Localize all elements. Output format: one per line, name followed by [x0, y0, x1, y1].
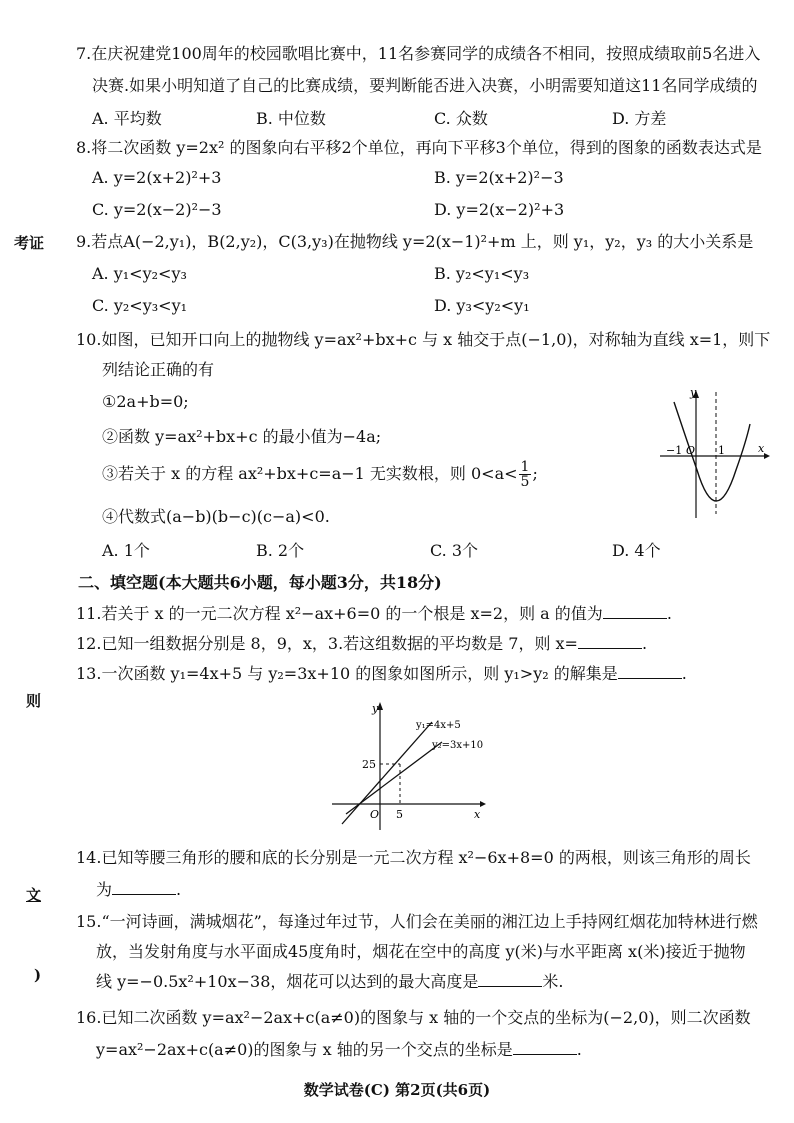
q10-statement-3-end: ;	[532, 464, 538, 483]
q9-option-d: D. y₃<y₂<y₁	[434, 296, 530, 315]
q8-option-a: A. y=2(x+2)²+3	[92, 168, 222, 187]
x-axis-arrow	[480, 801, 486, 807]
answer-blank-12[interactable]	[578, 634, 642, 649]
answer-blank-13[interactable]	[618, 664, 682, 679]
graph-label-25: 25	[362, 758, 376, 771]
question-13	[76, 660, 776, 688]
graph-label-neg1: −1	[666, 444, 683, 457]
graph-label-one: 1	[718, 444, 725, 457]
page-footer: 数学试卷(C) 第2页(共6页)	[303, 1081, 491, 1099]
q10-option-c: C. 3个	[430, 541, 479, 560]
q9-option-c: C. y₂<y₃<y₁	[92, 296, 188, 315]
q7-option-d: D. 方差	[612, 109, 667, 128]
q8-option-b: B. y=2(x+2)²−3	[434, 168, 564, 187]
q9-option-b: B. y₂<y₁<y₃	[434, 264, 530, 283]
answer-blank-16[interactable]	[513, 1040, 577, 1055]
q10-statement-3	[102, 460, 538, 489]
q7-option-b: B. 中位数	[256, 109, 326, 128]
graph-label-y: y	[372, 702, 379, 715]
q10-option-a: A. 1个	[102, 541, 150, 560]
question-16-text: y=ax²−2ax+c(a≠0)的图象与 x 轴的另一个交点的坐标是	[96, 1040, 513, 1059]
question-11	[76, 600, 776, 628]
question-16-line1: 16.已知二次函数 y=ax²−2ax+c(a≠0)的图象与 x 轴的一个交点的坐标为(−2,0)，则二次函数	[76, 1008, 751, 1027]
question-12-end: .	[641, 634, 648, 653]
question-15-line1: 15.“一河诗画，满城烟花”，每逢过年过节，人们会在美丽的湘江边上手持网红烟花加特林进行燃	[76, 912, 758, 931]
q10-statement-2: ②函数 y=ax²+bx+c 的最小值为−4a;	[102, 427, 382, 446]
x-axis-arrow	[764, 453, 770, 459]
q10-parabola-figure	[660, 384, 770, 518]
margin-note-ze: 则	[26, 692, 42, 710]
fraction-one-fifth	[519, 460, 532, 489]
question-10-line1: 10.如图，已知开口向上的抛物线 y=ax²+bx+c 与 x 轴交于点(−1,0)，对称轴为直线 x=1，则下	[76, 330, 771, 349]
q9-option-a: A. y₁<y₂<y₃	[92, 264, 187, 283]
question-11-text: 11.若关于 x 的一元二次方程 x²−ax+6=0 的一个根是 x=2，则 a 的值为	[76, 604, 603, 623]
line-y1	[342, 722, 432, 824]
graph-label-x: x	[474, 808, 481, 821]
question-7-line1: 7.在庆祝建党100周年的校园歌唱比赛中，11名参赛同学的成绩各不相同，按照成绩取前5名进入	[76, 44, 761, 63]
question-15-line2: 放，当发射角度与水平面成45度角时，烟花在空中的高度 y(米)与水平距离 x(米)接近于抛物	[96, 942, 746, 961]
q13-linear-functions-figure	[332, 696, 492, 832]
fraction-numerator: 1	[520, 459, 530, 475]
graph-label-y: y	[690, 386, 697, 399]
question-11-end: .	[666, 604, 672, 623]
graph-label-origin: O	[370, 808, 380, 821]
graph-label-origin: O	[686, 444, 696, 457]
answer-blank-14[interactable]	[112, 880, 176, 895]
question-14-line2	[96, 876, 794, 904]
question-14-prefix: 为	[96, 880, 113, 899]
question-10-line2: 列结论正确的有	[102, 360, 215, 379]
question-13-end: .	[681, 664, 687, 683]
graph-label-y1: y₁=4x+5	[416, 720, 461, 731]
q7-option-c: C. 众数	[434, 109, 488, 128]
section-2-heading: 二、填空题(本大题共6小题，每小题3分，共18分)	[78, 573, 442, 592]
margin-note-paren: )	[34, 966, 42, 984]
answer-blank-11[interactable]	[603, 604, 667, 619]
graph-label-x: x	[758, 442, 765, 455]
q10-statement-4: ④代数式(a−b)(b−c)(c−a)<0.	[102, 507, 330, 526]
q10-option-b: B. 2个	[256, 541, 305, 560]
q10-option-d: D. 4个	[612, 541, 661, 560]
question-15-line3	[96, 968, 794, 996]
margin-note-wen: 文	[26, 886, 42, 904]
question-16-line2	[96, 1036, 794, 1064]
q10-statement-3-text: ③若关于 x 的方程 ax²+bx+c=a−1 无实数根，则 0<a<	[102, 464, 518, 483]
fraction-denominator: 5	[520, 474, 530, 490]
question-15-text: 线 y=−0.5x²+10x−38，烟花可以达到的最大高度是	[96, 972, 479, 991]
question-15-end: 米.	[542, 972, 564, 991]
question-14-end: .	[176, 880, 182, 899]
question-7-line2: 决赛.如果小明知道了自己的比赛成绩，要判断能否进入决赛，小明需要知道这11名同学成绩的	[92, 76, 758, 95]
q8-option-d: D. y=2(x−2)²+3	[434, 200, 565, 219]
question-9-line1: 9.若点A(−2,y₁)，B(2,y₂)，C(3,y₃)在抛物线 y=2(x−1)²+m 上，则 y₁，y₂，y₃ 的大小关系是	[76, 232, 754, 251]
question-16-end: .	[576, 1040, 582, 1059]
question-13-text: 13.一次函数 y₁=4x+5 与 y₂=3x+10 的图象如图所示，则 y₁>y₂ 的解集是	[76, 664, 618, 683]
q8-option-c: C. y=2(x−2)²−3	[92, 200, 222, 219]
answer-blank-15[interactable]	[478, 972, 542, 987]
question-8-line1: 8.将二次函数 y=2x² 的图象向右平移2个单位，再向下平移3个单位，得到的图象的函数表达式是	[76, 138, 762, 157]
margin-note-kaozheng: 考证	[14, 234, 45, 252]
line-y2	[346, 742, 442, 814]
question-12-text: 12.已知一组数据分别是 8，9，x，3.若这组数据的平均数是 7，则 x=	[76, 634, 578, 653]
graph-label-y2: y₂=3x+10	[432, 740, 484, 751]
q7-option-a: A. 平均数	[92, 109, 162, 128]
graph-label-5: 5	[396, 808, 403, 821]
question-12	[76, 630, 776, 658]
q10-statement-1: ①2a+b=0;	[102, 392, 189, 411]
question-14-line1: 14.已知等腰三角形的腰和底的长分别是一元二次方程 x²−6x+8=0 的两根，则该三角形的周长	[76, 848, 751, 867]
